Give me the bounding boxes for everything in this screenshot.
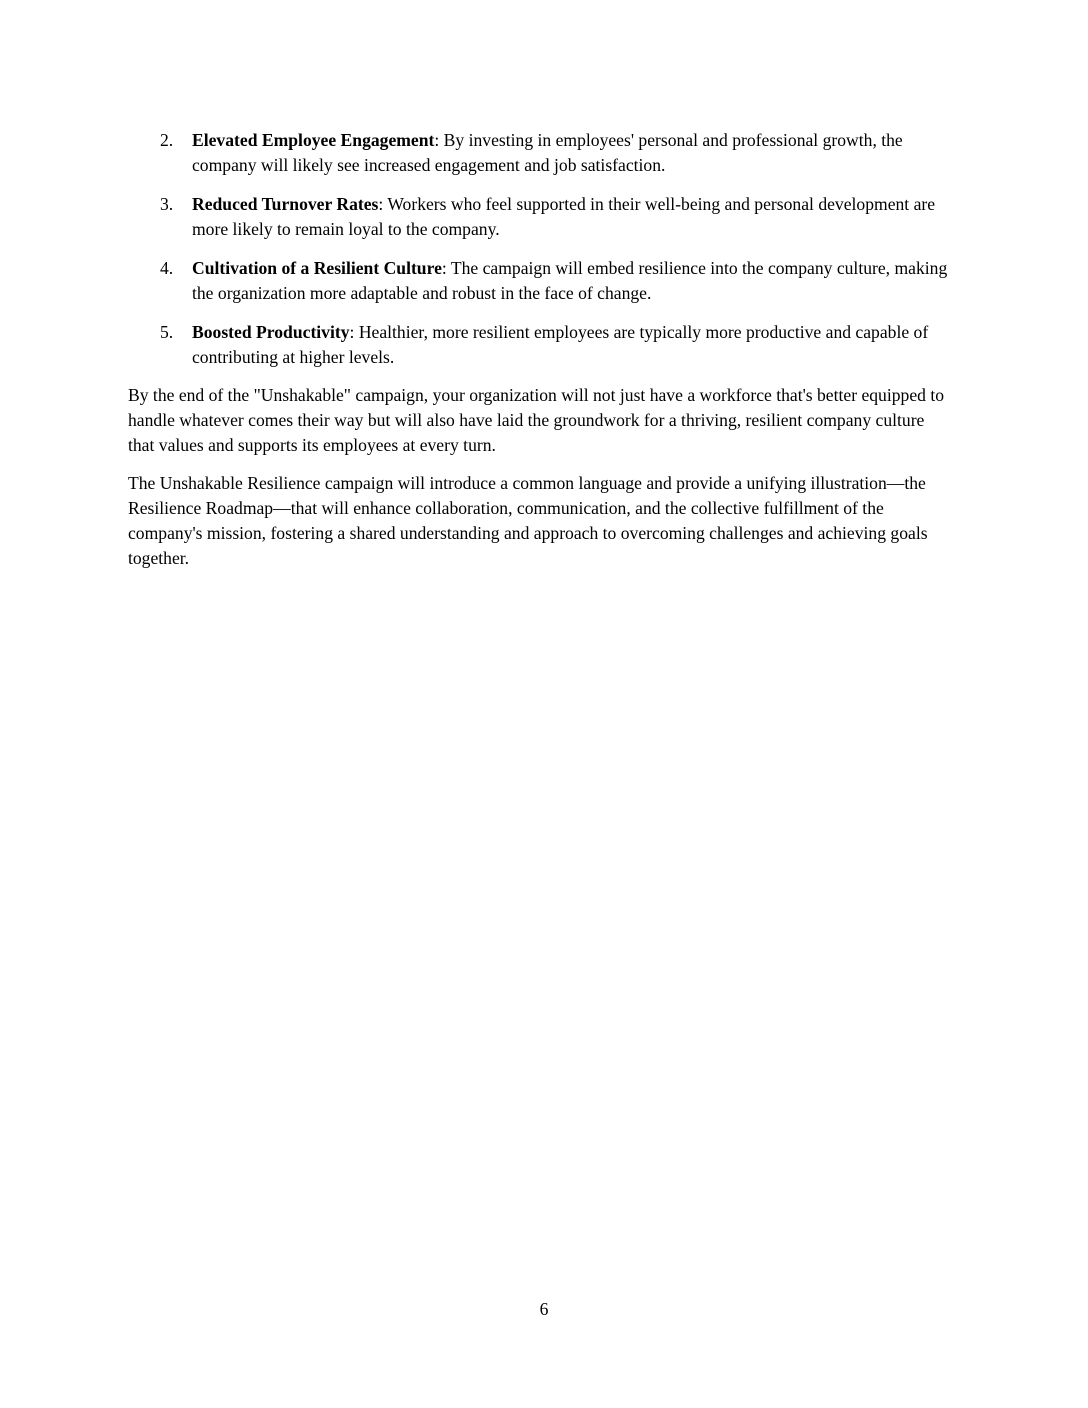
list-item bbox=[160, 128, 950, 178]
list-item-number: 2. bbox=[160, 130, 174, 150]
list-item-number: 3. bbox=[160, 194, 174, 214]
list-item-text: : Healthier, more resilient employees are typically more productive and capable of contributing at higher levels. bbox=[192, 322, 929, 367]
list-item bbox=[160, 256, 950, 306]
body-paragraph: By the end of the "Unshakable" campaign, your organization will not just have a workforce that's better equipped to handle whatever comes their way but will also have laid the groundwork for a thriving, resilient company culture that values and supports its employees at every turn. bbox=[128, 385, 945, 455]
list-item-term: Reduced Turnover Rates bbox=[192, 194, 379, 214]
list-item-term: Elevated Employee Engagement bbox=[192, 130, 435, 150]
list-item bbox=[160, 320, 950, 370]
outcomes-list bbox=[160, 128, 950, 384]
list-item-number: 4. bbox=[160, 258, 174, 278]
list-item-term: Boosted Productivity bbox=[192, 322, 350, 342]
list-item-text: : Workers who feel supported in their well-being and personal development are more likely to remain loyal to the company. bbox=[192, 194, 936, 239]
list-item-term: Cultivation of a Resilient Culture bbox=[192, 258, 442, 278]
list-item-text: : By investing in employees' personal and professional growth, the company will likely see increased engagement and job satisfaction. bbox=[192, 130, 903, 175]
list-item bbox=[160, 192, 950, 242]
page-number: 6 bbox=[539, 1299, 549, 1319]
body-paragraph: The Unshakable Resilience campaign will introduce a common language and provide a unifying illustration—the Resilience Roadmap—that will enhance collaboration, communication, and the collective fulfillment of the company's mission, fostering a shared understanding and approach to overcoming challenges and achieving goals together. bbox=[128, 473, 928, 568]
list-item-text: : The campaign will embed resilience into the company culture, making the organization more adaptable and robust in the face of change. bbox=[192, 258, 948, 303]
list-item-number: 5. bbox=[160, 322, 174, 342]
